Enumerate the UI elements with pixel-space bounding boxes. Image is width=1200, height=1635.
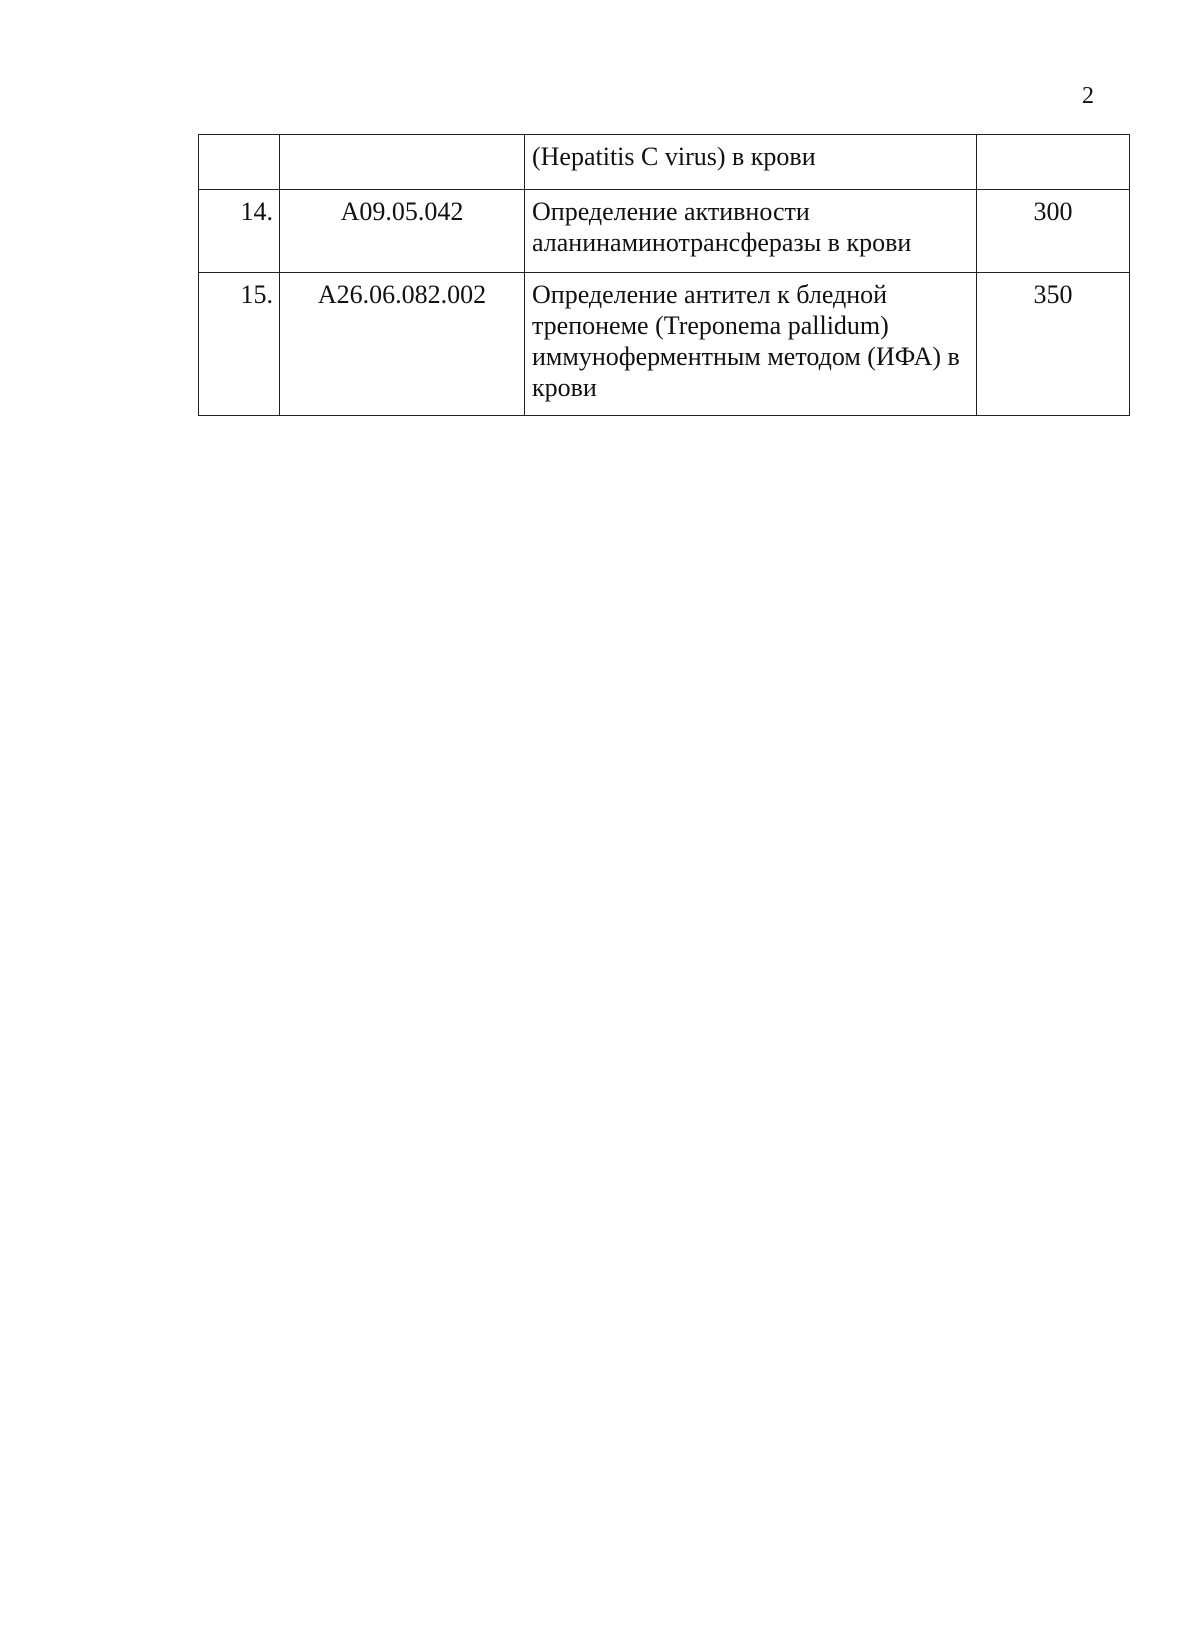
service-name: Определение антител к бледной трепонеме (Treponema pallidum) иммуноферментным методом (ИФА) в крови (532, 280, 960, 402)
table-row (199, 135, 1130, 190)
row-number: 15. (240, 280, 273, 309)
row-number-cell (199, 190, 280, 273)
row-number-cell (199, 135, 280, 190)
service-name-cell (525, 190, 977, 273)
service-code: A26.06.082.002 (317, 280, 487, 309)
service-name-cell (525, 135, 977, 190)
service-code: A09.05.042 (340, 197, 464, 226)
service-code-cell (280, 273, 525, 416)
service-price-cell (977, 135, 1130, 190)
table-row (199, 273, 1130, 416)
row-number: 14. (240, 197, 273, 226)
service-price: 300 (1033, 197, 1073, 226)
service-code-cell (280, 135, 525, 190)
service-price: 350 (1033, 280, 1073, 309)
service-name: Определение активности аланинаминотрансферазы в крови (532, 197, 912, 257)
service-code-cell (280, 190, 525, 273)
table-row (199, 190, 1130, 273)
service-name: (Hepatitis C virus) в крови (532, 142, 816, 171)
row-number-cell (199, 273, 280, 416)
service-price-cell (977, 190, 1130, 273)
services-price-table (198, 134, 1130, 416)
page-number: 2 (1082, 83, 1094, 109)
service-name-cell (525, 273, 977, 416)
service-price-cell (977, 273, 1130, 416)
